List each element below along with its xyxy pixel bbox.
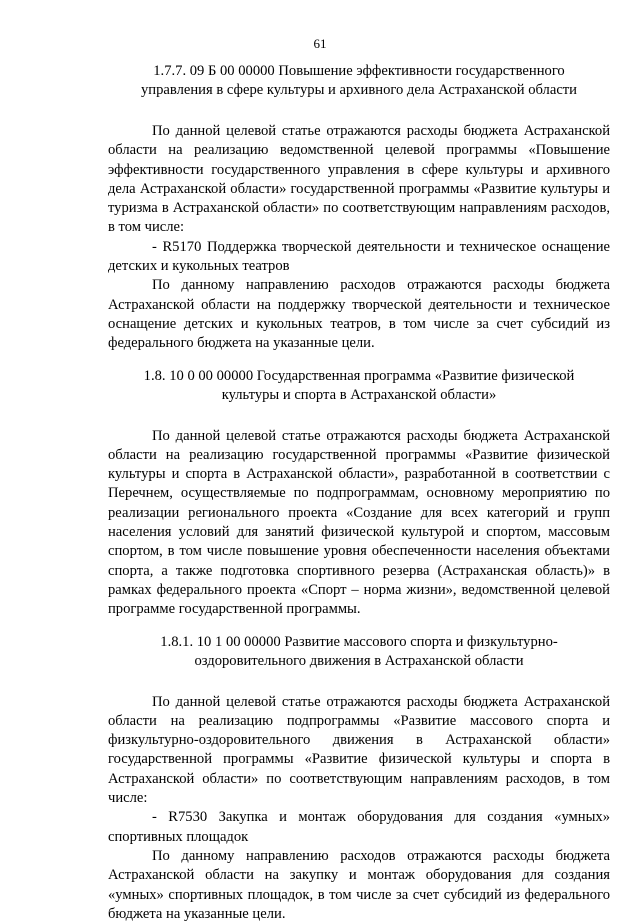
section-1-8-1-detail: По данному направлению расходов отражаются расходы бюджета Астраханской области на закупку и монтаж оборудования для создания «умных» спортивных площадок, в том числе за счет субсидий из федерального бюджета на указанные цели. bbox=[108, 847, 610, 922]
section-1-7-7-item-r5170: - R5170 Поддержка творческой деятельности и техническое оснащение детских и кукольных театров bbox=[108, 238, 610, 275]
section-heading-1-8-1: 1.8.1. 10 1 00 00000 Развитие массового спорта и физкультурно-оздоровительного движения в Астраханской области bbox=[160, 633, 558, 669]
section-heading-1-7-7: 1.7.7. 09 Б 00 00000 Повышение эффективности государственного управления в сфере культуры и архивного дела Астраханской области bbox=[141, 63, 577, 98]
section-1-8-1-intro: По данной целевой статье отражаются расходы бюджета Астраханской области на реализацию подпрограммы «Развитие массового спорта и физкультурно-оздоровительного движения в Астраханской области» государственной программы «Развитие физической культуры и спорта в Астраханской области» по соответствующим направлениям расходов, в том числе: bbox=[108, 693, 610, 807]
section-1-7-7-detail: По данному направлению расходов отражаются расходы бюджета Астраханской области на поддержку творческой деятельности и техническое оснащение детских и кукольных театров, в том числе за счет субсидий из федерального бюджета на указанные цели. bbox=[108, 277, 610, 352]
section-1-8-intro: По данной целевой статье отражаются расходы бюджета Астраханской области на реализацию государственной программы «Развитие физической культуры и спорта в Астраханской области», разработанной в соответствии с Перечнем, осуществляемые по подпрограммам, основному мероприятию по реализации регионального проекта «Создание для всех категорий и групп населения условий для занятий физической культурой и спортом, массовым спортом, в том числе повышение уровня обеспеченности населения объектами спорта, а также подготовка спортивного резерва (Астраханская область)» в рамках федерального проекта «Спорт – норма жизни», ведомственной целевой программе государственной программы. bbox=[108, 427, 610, 618]
section-1-8-1-item-r7530: - R7530 Закупка и монтаж оборудования для создания «умных» спортивных площадок bbox=[108, 809, 610, 845]
page-number: 61 bbox=[313, 36, 327, 51]
section-heading-1-8: 1.8. 10 0 00 00000 Государственная программа «Развитие физической культуры и спорта в Астраханской области» bbox=[143, 367, 575, 403]
document-body bbox=[108, 62, 610, 924]
section-1-7-7-intro: По данной целевой статье отражаются расходы бюджета Астраханской области на реализацию ведомственной целевой программы «Повышение эффективности государственного управления в сфере культуры и архивного дела Астраханской области» государственной программы «Развитие культуры и туризма в Астраханской области» по соответствующим направлениям расходов, в том числе: bbox=[108, 123, 610, 236]
